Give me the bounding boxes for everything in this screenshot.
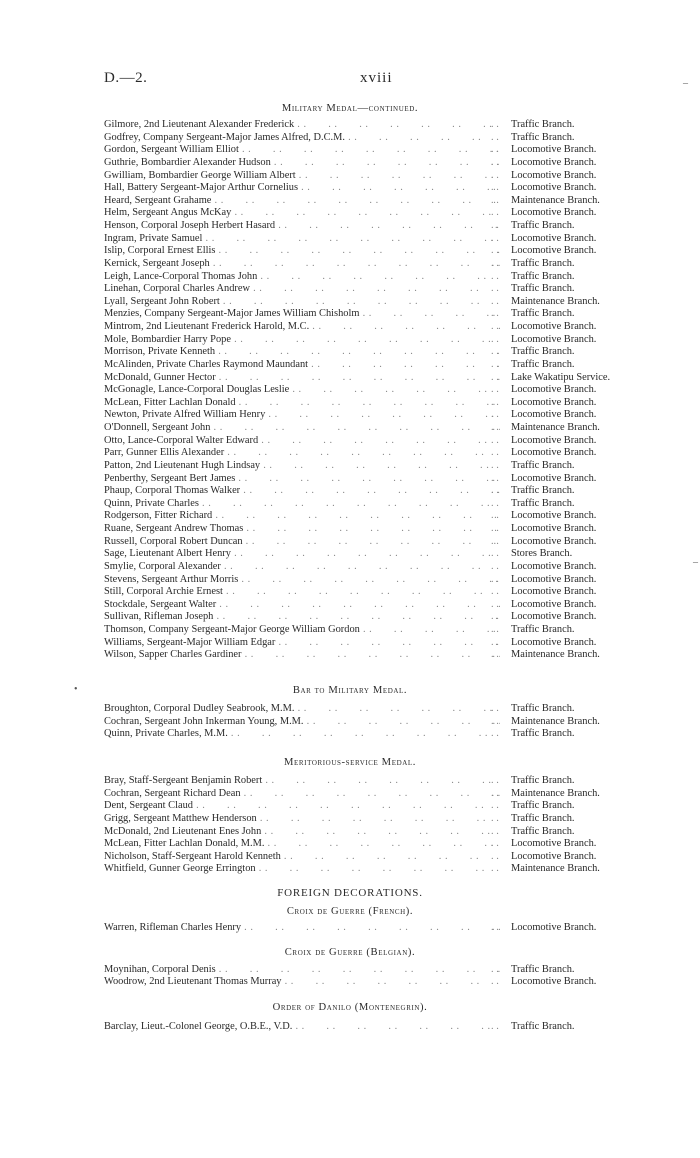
leader-dots: . . (491, 194, 499, 206)
recipient-name: Cochran, Sergeant Richard Dean . . (104, 788, 500, 801)
list-item (0, 372, 700, 385)
list-item (0, 220, 700, 233)
leader-dots: . . (491, 535, 499, 547)
list-item (0, 409, 700, 422)
branch-name: Traffic Branch. (511, 812, 575, 824)
list-item (0, 460, 700, 473)
recipient-name: O'Donnell, Sergeant John . . (104, 422, 500, 435)
list-item (0, 510, 700, 523)
branch-name: Locomotive Branch. (511, 636, 597, 648)
recipient-name: Thomson, Company Sergeant-Major George William Gordon . . (104, 624, 500, 637)
list-item (0, 207, 700, 220)
list-item (0, 435, 700, 448)
branch-name: Locomotive Branch. (511, 333, 597, 345)
leader-dots: . . (491, 850, 499, 862)
branch-name: Traffic Branch. (511, 1020, 575, 1032)
leader-dots: . . (491, 624, 499, 635)
leader-dots: . . (491, 371, 499, 383)
leader-dots: . . (491, 333, 499, 345)
branch-name: Traffic Branch. (511, 485, 575, 497)
leader-dots: . . (491, 131, 499, 143)
list-item (0, 1021, 700, 1034)
branch-name: Locomotive Branch. (511, 850, 597, 862)
recipient-name: Linehan, Corporal Charles Andrew . . (104, 283, 500, 296)
branch-name: Traffic Branch. (511, 270, 575, 282)
bar-to-military-medal-section (0, 684, 700, 741)
branch-name: Locomotive Branch. (511, 169, 597, 181)
list-item (0, 334, 700, 347)
military-medal-section (0, 102, 700, 662)
list-item (0, 144, 700, 157)
page-number: xviii (360, 70, 393, 86)
branch-name: Locomotive Branch. (511, 838, 597, 850)
foreign-decorations-section (0, 887, 700, 1034)
leader-dots: . . (491, 169, 499, 181)
list-item (0, 132, 700, 145)
branch-name: Maintenance Branch. (511, 422, 600, 433)
leader-dots: . . (491, 1020, 499, 1032)
branch-name: Locomotive Branch. (511, 409, 597, 421)
award-list (0, 922, 700, 935)
list-item (0, 308, 700, 321)
leader-dots: . . (491, 207, 499, 219)
recipient-name: Gordon, Sergeant William Elliot . . (104, 144, 500, 157)
list-item (0, 788, 700, 801)
recipient-name: Williams, Sergeant-Major William Edgar . . (104, 637, 500, 650)
recipient-name: Moynihan, Corporal Denis . . (104, 964, 500, 977)
list-item (0, 800, 700, 813)
recipient-name: Stevens, Sergeant Arthur Morris . . (104, 574, 500, 587)
recipient-name: McDonald, 2nd Lieutenant Enes John . . (104, 826, 500, 839)
leader-dots: . . (491, 434, 499, 446)
branch-name: Traffic Branch. (511, 624, 575, 635)
margin-mark: • (74, 684, 78, 695)
recipient-name: Quinn, Private Charles . . (104, 498, 500, 511)
recipient-name: Whitfield, Gunner George Errington . . (104, 863, 500, 876)
branch-name: Traffic Branch. (511, 703, 575, 714)
leader-dots: . . (491, 775, 499, 786)
recipient-name: Godfrey, Company Sergeant-Major James Alfred, D.C.M. . . (104, 132, 500, 145)
list-item (0, 838, 700, 851)
branch-name: Locomotive Branch. (511, 384, 597, 396)
branch-name: Traffic Branch. (511, 131, 575, 143)
branch-name: Traffic Branch. (511, 119, 575, 130)
recipient-name: Quinn, Private Charles, M.M. . . (104, 728, 500, 741)
branch-name: Locomotive Branch. (511, 472, 597, 484)
list-item (0, 384, 700, 397)
branch-name: Traffic Branch. (511, 728, 575, 740)
list-item (0, 851, 700, 864)
list-item (0, 826, 700, 839)
section-heading: FOREIGN DECORATIONS. (277, 887, 423, 899)
recipient-name: Henson, Corporal Joseph Herbert Hasard . . (104, 220, 500, 233)
branch-name: Traffic Branch. (511, 800, 575, 812)
document-reference: D.—2. (104, 70, 148, 86)
leader-dots: . . (491, 863, 499, 875)
branch-name: Lake Wakatipu Service. (511, 371, 611, 383)
recipient-name: Broughton, Corporal Dudley Seabrook, M.M. . . (104, 703, 500, 716)
branch-name: Locomotive Branch. (511, 245, 597, 257)
recipient-name: McAlinden, Private Charles Raymond Maundant . . (104, 359, 500, 372)
list-item (0, 283, 700, 296)
recipient-name: Leigh, Lance-Corporal Thomas John . . (104, 271, 500, 284)
recipient-name: Rodgerson, Fitter Richard . . (104, 510, 500, 523)
recipient-name: Gilmore, 2nd Lieutenant Alexander Frederick . . (104, 119, 500, 132)
section-heading: Bar to Military Medal. (292, 685, 408, 696)
leader-dots: . . (491, 825, 499, 837)
leader-dots: . . (491, 573, 499, 585)
recipient-name: McGonagle, Lance-Corporal Douglas Leslie . . (104, 384, 500, 397)
recipient-name: Otto, Lance-Corporal Walter Edward . . (104, 435, 500, 448)
recipient-name: Russell, Corporal Robert Duncan . . (104, 536, 500, 549)
list-item (0, 637, 700, 650)
branch-name: Traffic Branch. (511, 825, 575, 837)
list-item (0, 523, 700, 536)
list-item (0, 561, 700, 574)
branch-name: Maintenance Branch. (511, 715, 600, 727)
list-item (0, 157, 700, 170)
leader-dots: . . (491, 308, 499, 320)
list-item (0, 422, 700, 435)
leader-dots: . . (491, 598, 499, 610)
list-item (0, 346, 700, 359)
list-item (0, 863, 700, 876)
leader-dots: . . (491, 384, 499, 396)
section-heading: Military Medal—continued. (281, 103, 419, 114)
award-list (0, 119, 700, 662)
leader-dots: . . (491, 472, 499, 484)
recipient-name: Ruane, Sergeant Andrew Thomas . . (104, 523, 500, 536)
recipient-name: Woodrow, 2nd Lieutenant Thomas Murray . . (104, 976, 500, 989)
leader-dots: . . (491, 703, 499, 714)
branch-name: Traffic Branch. (511, 497, 575, 509)
recipient-name: McDonald, Gunner Hector . . (104, 372, 500, 385)
branch-name: Locomotive Branch. (511, 156, 597, 168)
recipient-name: Gwilliam, Bombardier George William Albert . . (104, 170, 500, 183)
leader-dots: . . (491, 295, 499, 307)
leader-dots: . . (491, 409, 499, 421)
leader-dots: . . (491, 283, 499, 295)
recipient-name: Grigg, Sergeant Matthew Henderson . . (104, 813, 500, 826)
leader-dots: . . (491, 232, 499, 244)
list-item (0, 922, 700, 935)
branch-name: Traffic Branch. (511, 775, 575, 786)
leader-dots: . . (491, 119, 499, 130)
list-item (0, 586, 700, 599)
branch-name: Locomotive Branch. (511, 976, 597, 988)
recipient-name: Lyall, Sergeant John Robert . . (104, 296, 500, 309)
branch-name: Locomotive Branch. (511, 598, 597, 610)
leader-dots: . . (491, 976, 499, 988)
branch-name: Maintenance Branch. (511, 863, 600, 875)
recipient-name: Mole, Bombardier Harry Pope . . (104, 334, 500, 347)
recipient-name: Guthrie, Bombardier Alexander Hudson . . (104, 157, 500, 170)
list-item (0, 359, 700, 372)
branch-name: Maintenance Branch. (511, 194, 600, 206)
recipient-name: Sullivan, Rifleman Joseph . . (104, 611, 500, 624)
leader-dots: . . (491, 922, 499, 933)
leader-dots: . . (491, 220, 499, 231)
list-item (0, 195, 700, 208)
branch-name: Traffic Branch. (511, 220, 575, 231)
recipient-name: Nicholson, Staff-Sergeant Harold Kenneth . . (104, 851, 500, 864)
list-item (0, 485, 700, 498)
leader-dots: . . (491, 257, 499, 269)
leader-dots: . . (491, 497, 499, 509)
branch-name: Locomotive Branch. (511, 434, 597, 446)
recipient-name: Phaup, Corporal Thomas Walker . . (104, 485, 500, 498)
recipient-name: McLean, Fitter Lachlan Donald . . (104, 397, 500, 410)
recipient-name: Barclay, Lieut.-Colonel George, O.B.E., V.D. . . (104, 1021, 500, 1034)
list-item (0, 716, 700, 729)
leader-dots: . . (491, 422, 499, 433)
leader-dots: . . (491, 838, 499, 850)
recipient-name: Still, Corporal Archie Ernest . . (104, 586, 500, 599)
branch-name: Locomotive Branch. (511, 144, 597, 156)
leader-dots: . . (491, 510, 499, 522)
award-list (0, 1021, 700, 1034)
award-list (0, 703, 700, 741)
leader-dots: . . (491, 144, 499, 156)
branch-name: Stores Branch. (511, 548, 573, 560)
recipient-name: Smylie, Corporal Alexander . . (104, 561, 500, 574)
recipient-name: Dent, Sergeant Claud . . (104, 800, 500, 813)
page-header (0, 70, 700, 90)
list-item (0, 703, 700, 716)
leader-dots: . . (491, 787, 499, 799)
recipient-name: Heard, Sergeant Grahame . . (104, 195, 500, 208)
branch-name: Locomotive Branch. (511, 182, 597, 194)
recipient-name: Bray, Staff-Sergeant Benjamin Robert . . (104, 775, 500, 788)
recipient-name: Islip, Corporal Ernest Ellis . . (104, 245, 500, 258)
leader-dots: . . (491, 447, 499, 459)
list-item (0, 321, 700, 334)
leader-dots: . . (491, 245, 499, 257)
recipient-name: Helm, Sergeant Angus McKay . . (104, 207, 500, 220)
list-item (0, 599, 700, 612)
subsection-heading: Order of Danilo (Montenegrin). (272, 1001, 428, 1013)
recipient-name: Hall, Battery Sergeant-Major Arthur Cornelius . . (104, 182, 500, 195)
list-item (0, 574, 700, 587)
branch-name: Traffic Branch. (511, 308, 575, 320)
recipient-name: Cochran, Sergeant John Inkerman Young, M.M. . . (104, 716, 500, 729)
list-item (0, 447, 700, 460)
margin-mark: – (693, 557, 698, 568)
recipient-name: Patton, 2nd Lieutenant Hugh Lindsay . . (104, 460, 500, 473)
leader-dots: . . (491, 523, 499, 534)
list-item (0, 245, 700, 258)
branch-name: Traffic Branch. (511, 346, 575, 358)
list-item (0, 775, 700, 788)
recipient-name: Wilson, Sapper Charles Gardiner . . (104, 649, 500, 662)
branch-name: Traffic Branch. (511, 459, 575, 471)
recipient-name: Newton, Private Alfred William Henry . . (104, 409, 500, 422)
branch-name: Locomotive Branch. (511, 207, 597, 219)
list-item (0, 170, 700, 183)
recipient-name: Sage, Lieutenant Albert Henry . . (104, 548, 500, 561)
leader-dots: . . (491, 800, 499, 812)
list-item (0, 397, 700, 410)
margin-mark: – (683, 78, 688, 89)
recipient-name: McLean, Fitter Lachlan Donald, M.M. . . (104, 838, 500, 851)
leader-dots: . . (491, 586, 499, 598)
list-item (0, 536, 700, 549)
leader-dots: . . (491, 156, 499, 168)
branch-name: Locomotive Branch. (511, 535, 597, 547)
award-list (0, 964, 700, 989)
branch-name: Locomotive Branch. (511, 232, 597, 244)
subsection-heading: Croix de Guerre (Belgian). (284, 946, 416, 958)
leader-dots: . . (491, 963, 499, 975)
leader-dots: . . (491, 560, 499, 572)
list-item (0, 119, 700, 132)
branch-name: Traffic Branch. (511, 358, 575, 370)
list-item (0, 296, 700, 309)
leader-dots: . . (491, 636, 499, 648)
leader-dots: . . (491, 812, 499, 824)
recipient-name: Penberthy, Sergeant Bert James . . (104, 473, 500, 486)
list-item (0, 813, 700, 826)
leader-dots: . . (491, 715, 499, 727)
recipient-name: Morrison, Private Kenneth . . (104, 346, 500, 359)
leader-dots: . . (491, 649, 499, 661)
list-item (0, 271, 700, 284)
branch-name: Traffic Branch. (511, 257, 575, 269)
branch-name: Maintenance Branch. (511, 787, 600, 799)
leader-dots: . . (491, 321, 499, 332)
section-heading: Meritorious-service Medal. (283, 757, 417, 768)
branch-name: Maintenance Branch. (511, 649, 600, 661)
branch-name: Locomotive Branch. (511, 586, 597, 598)
list-item (0, 649, 700, 662)
leader-dots: . . (491, 358, 499, 370)
branch-name: Traffic Branch. (511, 283, 575, 295)
list-item (0, 233, 700, 246)
leader-dots: . . (491, 611, 499, 623)
leader-dots: . . (491, 548, 499, 560)
leader-dots: . . (491, 182, 499, 194)
list-item (0, 964, 700, 977)
list-item (0, 611, 700, 624)
branch-name: Locomotive Branch. (511, 523, 597, 534)
leader-dots: . . (491, 346, 499, 358)
recipient-name: Parr, Gunner Ellis Alexander . . (104, 447, 500, 460)
recipient-name: Kernick, Sergeant Joseph . . (104, 258, 500, 271)
leader-dots: . . (491, 396, 499, 408)
branch-name: Locomotive Branch. (511, 510, 597, 522)
list-item (0, 473, 700, 486)
recipient-name: Mintrom, 2nd Lieutenant Frederick Harold, M.C. . . (104, 321, 500, 334)
leader-dots: . . (491, 459, 499, 471)
list-item (0, 498, 700, 511)
branch-name: Locomotive Branch. (511, 573, 597, 585)
list-item (0, 548, 700, 561)
meritorious-service-medal-section (0, 756, 700, 876)
branch-name: Locomotive Branch. (511, 321, 597, 332)
branch-name: Locomotive Branch. (511, 396, 597, 408)
list-item (0, 976, 700, 989)
branch-name: Locomotive Branch. (511, 560, 597, 572)
award-list (0, 775, 700, 876)
recipient-name: Menzies, Company Sergeant-Major James William Chisholm . . (104, 308, 500, 321)
list-item (0, 728, 700, 741)
branch-name: Traffic Branch. (511, 963, 575, 975)
recipient-name: Warren, Rifleman Charles Henry . . (104, 922, 500, 935)
list-item (0, 258, 700, 271)
branch-name: Locomotive Branch. (511, 922, 597, 933)
recipient-name: Stockdale, Sergeant Walter . . (104, 599, 500, 612)
recipient-name: Ingram, Private Samuel . . (104, 233, 500, 246)
leader-dots: . . (491, 270, 499, 282)
branch-name: Maintenance Branch. (511, 295, 600, 307)
leader-dots: . . (491, 485, 499, 497)
list-item (0, 182, 700, 195)
branch-name: Locomotive Branch. (511, 611, 597, 623)
leader-dots: . . (491, 728, 499, 740)
subsection-heading: Croix de Guerre (French). (286, 906, 414, 917)
branch-name: Locomotive Branch. (511, 447, 597, 459)
list-item (0, 624, 700, 637)
